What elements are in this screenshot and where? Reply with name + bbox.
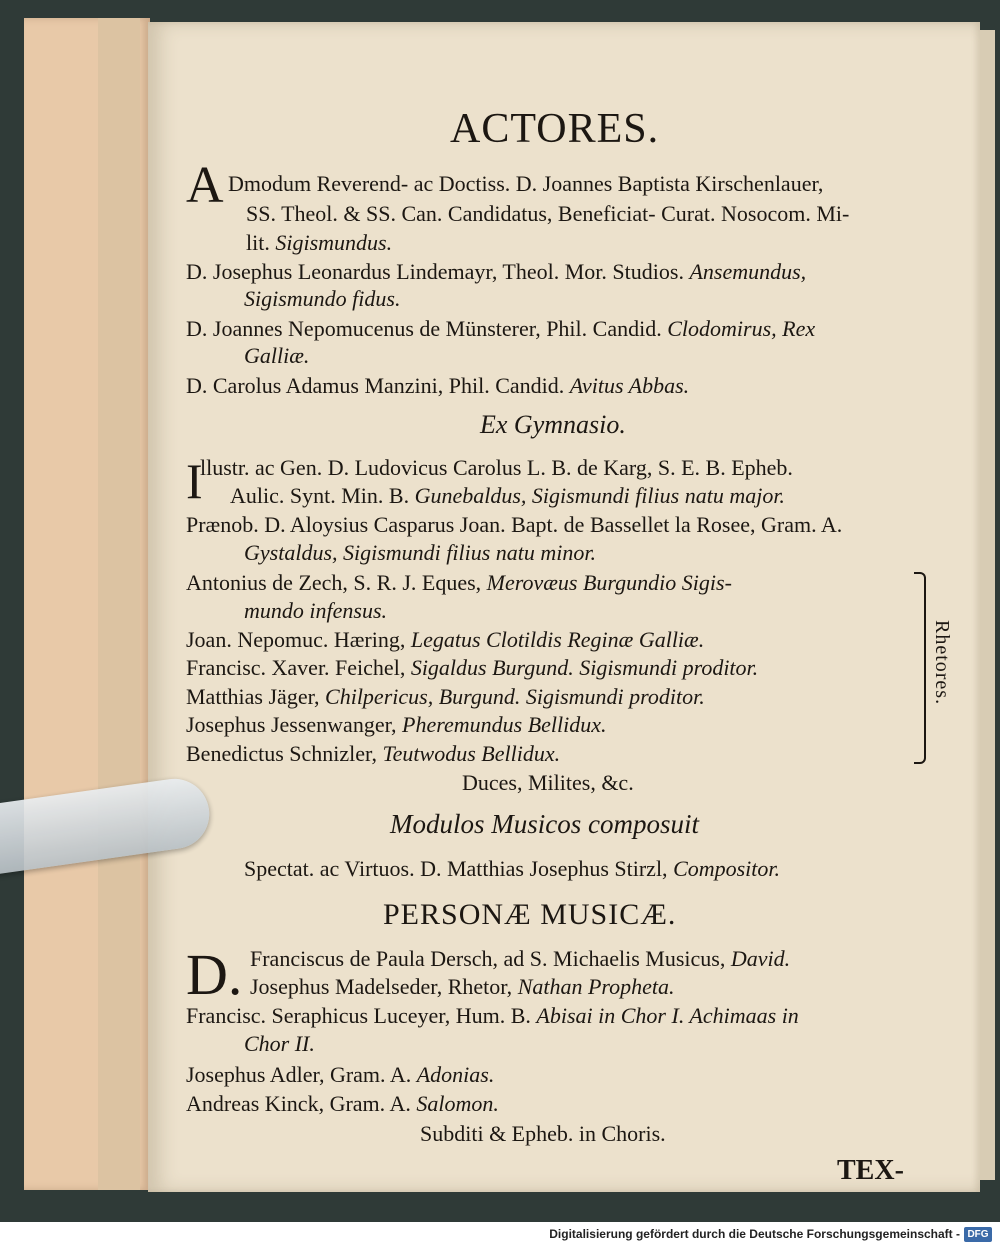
music-line-2: Josephus Madelseder, Rhetor, Nathan Propheta. — [250, 974, 675, 999]
page-heading: ACTORES. — [450, 106, 660, 152]
cast-line-14: mundo infensus. — [244, 598, 387, 623]
cast-line-15: Joan. Nepomuc. Hæring, Legatus Clotildis Reginæ Galliæ. — [186, 627, 705, 652]
rhetores-label: Rhetores. — [931, 620, 953, 706]
cast-line-17: Matthias Jäger, Chilpericus, Burgund. Sigismundi proditor. — [186, 684, 705, 709]
music-line-7: Subditi & Epheb. in Choris. — [420, 1121, 666, 1146]
cast-line-13: Antonius de Zech, S. R. J. Eques, Merovæus Burgundio Sigis- — [186, 570, 732, 595]
drop-cap-a: A — [186, 157, 224, 214]
cast-line-11: Prænob. D. Aloysius Casparus Joan. Bapt. de Bassellet la Rosee, Gram. A. — [186, 512, 843, 537]
section-ex-gymnasio: Ex Gymnasio. — [480, 410, 626, 439]
cast-line-10: Aulic. Synt. Min. B. Gunebaldus, Sigismundi filius natu major. — [230, 483, 785, 508]
music-line-4: Chor II. — [244, 1031, 315, 1056]
cast-line-9: llustr. ac Gen. D. Ludovicus Carolus L. B. de Karg, S. E. B. Epheb. — [200, 455, 793, 480]
cast-line-20: Duces, Milites, &c. — [462, 770, 634, 795]
footer-bar — [0, 1222, 1000, 1249]
cast-line-6: D. Joannes Nepomucenus de Münsterer, Phil. Candid. Clodomirus, Rex — [186, 316, 816, 341]
cast-line-18: Josephus Jessenwanger, Pheremundus Bellidux. — [186, 712, 607, 737]
cast-line-5: Sigismundo fidus. — [244, 286, 401, 311]
cast-line-4: D. Josephus Leonardus Lindemayr, Theol. Mor. Studios. Ansemundus, — [186, 259, 807, 284]
cast-line-7: Galliæ. — [244, 343, 310, 368]
music-line-1: Franciscus de Paula Dersch, ad S. Michaelis Musicus, David. — [250, 946, 791, 971]
music-line-6: Andreas Kinck, Gram. A. Salomon. — [186, 1091, 499, 1116]
cast-line-8: D. Carolus Adamus Manzini, Phil. Candid. Avitus Abbas. — [186, 373, 690, 398]
music-line-3: Francisc. Seraphicus Luceyer, Hum. B. Abisai in Chor I. Achimaas in — [186, 1003, 799, 1028]
cast-line-3: lit. Sigismundus. — [246, 230, 393, 255]
cast-line-1: Dmodum Reverend- ac Doctiss. D. Joannes Baptista Kirschenlauer, — [228, 171, 824, 196]
drop-cap-i: I — [186, 453, 203, 509]
cast-line-12: Gystaldus, Sigismundi filius natu minor. — [244, 540, 597, 565]
section-modulos-musicos: Modulos Musicos composuit — [390, 809, 699, 839]
music-line-5: Josephus Adler, Gram. A. Adonias. — [186, 1062, 495, 1087]
footer-credit: Digitalisierung gefördert durch die Deutsche Forschungsgemeinschaft - — [549, 1227, 960, 1241]
cast-line-19: Benedictus Schnizler, Teutwodus Bellidux. — [186, 741, 561, 766]
dfg-logo-icon: DFG — [964, 1227, 992, 1242]
drop-cap-d: D. — [186, 942, 243, 1007]
cast-line-16: Francisc. Xaver. Feichel, Sigaldus Burgund. Sigismundi proditor. — [186, 655, 759, 680]
rhetores-bracket — [914, 572, 926, 764]
catchword: TEX- — [837, 1155, 904, 1186]
section-personae-musicae: PERSONÆ MUSICÆ. — [383, 898, 677, 931]
cast-line-2: SS. Theol. & SS. Can. Candidatus, Beneficiat- Curat. Nosocom. Mi- — [246, 201, 850, 226]
composer-line: Spectat. ac Virtuos. D. Matthias Josephus Stirzl, Compositor. — [244, 856, 781, 881]
book-binding — [24, 18, 150, 1190]
binding-strip — [98, 18, 140, 1190]
